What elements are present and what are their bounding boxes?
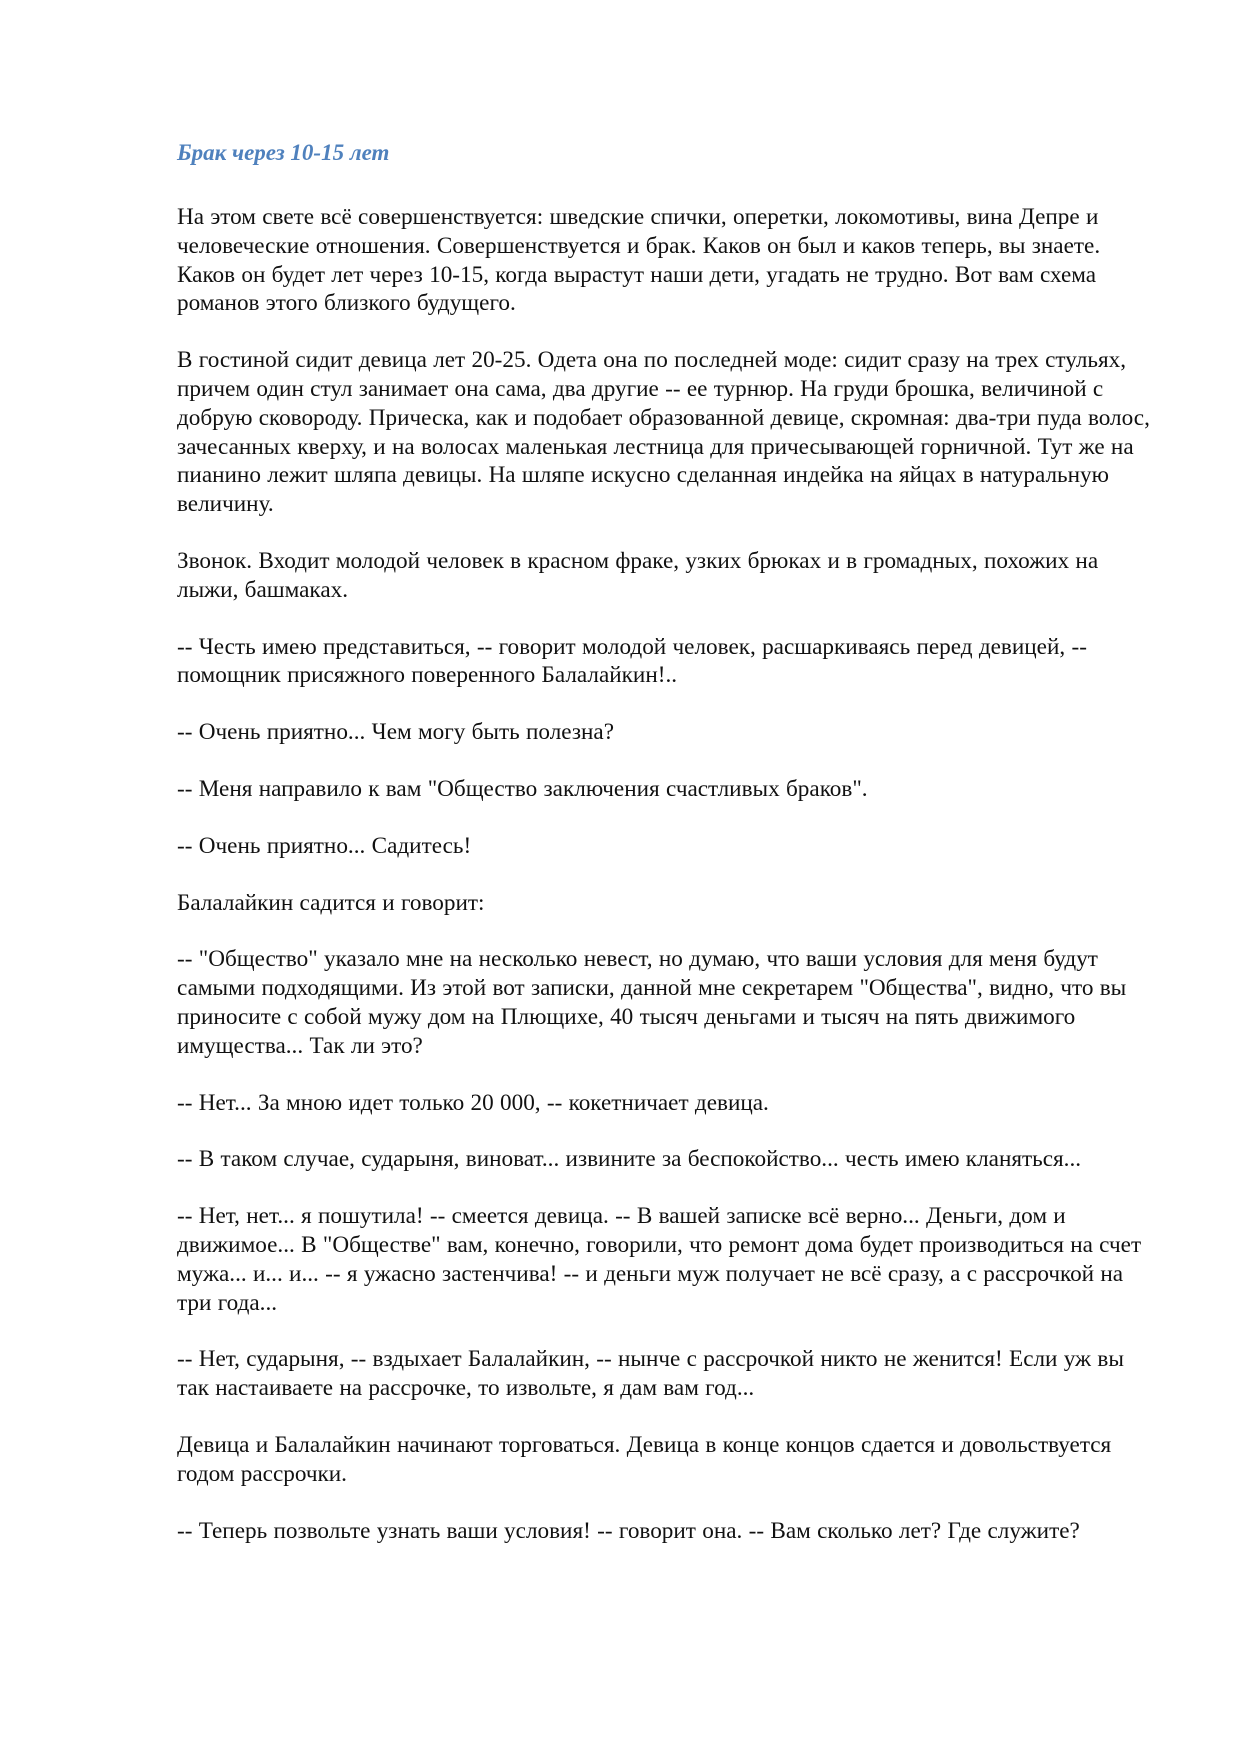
paragraph: Звонок. Входит молодой человек в красном фраке, узких брюках и в громадных, похожих на лыжи, башмаках. [177,547,1099,603]
paragraph: -- "Общество" указало мне на несколько невест, но думаю, что ваши условия для меня будут самыми подходящими. Из этой вот записки, данной мне секретарем "Общества", видно, что вы приносите с собой мужу дом на Плющихе, 40 тысяч деньгами и тысяч на пять движимого имущества... Так ли это? [177,946,1127,1059]
paragraph: Балалайкин садится и говорит: [177,889,485,916]
paragraph: В гостиной сидит девица лет 20-25. Одета она по последней моде: сидит сразу на трех стульях, причем один стул занимает она сама, два другие -- ее турнюр. На груди брошка, величиной с добрую сковороду. Прическа, как и подобает образованной девице, скромная: два-три пуда волос, зачесанных кверху, и на волосах маленькая лестница для причесывающей горничной. Тут же на пианино лежит шляпа девицы. На шляпе искусно сделанная индейка на яйцах в натуральную величину. [177,347,1150,518]
paragraph: Девица и Балалайкин начинают торговаться. Девица в конце концов сдается и довольствуется годом рассрочки. [177,1431,1112,1487]
paragraph: -- Нет... За мною идет только 20 000, -- кокетничает девица. [177,1089,769,1116]
paragraph: -- Честь имею представиться, -- говорит молодой человек, расшаркиваясь перед девицей, -- помощник присяжного поверенного Балалайкин!.. [177,633,1087,689]
paragraph: -- Меня направило к вам "Общество заключения счастливых браков". [177,775,868,802]
paragraph: -- В таком случае, сударыня, виноват... извините за беспокойство... честь имею кланяться... [177,1146,1082,1173]
document-body [177,139,1157,1573]
document-title: Брак через 10-15 лет [177,140,390,165]
paragraph: -- Очень приятно... Чем могу быть полезна? [177,719,614,746]
paragraph: На этом свете всё совершенствуется: шведские спички, оперетки, локомотивы, вина Депре и человеческие отношения. Совершенствуется и брак. Каков он был и каков теперь, вы знаете. Каков он будет лет через 10-15, когда вырастут наши дети, угадать не трудно. Вот вам схема романов этого близкого будущего. [177,204,1101,317]
paragraph: -- Нет, нет... я пошутила! -- смеется девица. -- В вашей записке всё верно... Деньги, дом и движимое... В "Обществе" вам, конечно, говорили, что ремонт дома будет производиться на счет мужа... и... и... -- я ужасно застенчива! -- и деньги муж получает не всё сразу, а с рассрочкой на три года... [177,1203,1142,1316]
paragraph: -- Теперь позвольте узнать ваши условия! -- говорит она. -- Вам сколько лет? Где служите? [177,1517,1080,1544]
paragraph-list [177,203,1157,1545]
paragraph: -- Нет, сударыня, -- вздыхает Балалайкин, -- нынче с рассрочкой никто не женится! Если уж вы так настаиваете на рассрочке, то извольте, я дам вам год... [177,1346,1124,1402]
paragraph: -- Очень приятно... Садитесь! [177,832,472,859]
